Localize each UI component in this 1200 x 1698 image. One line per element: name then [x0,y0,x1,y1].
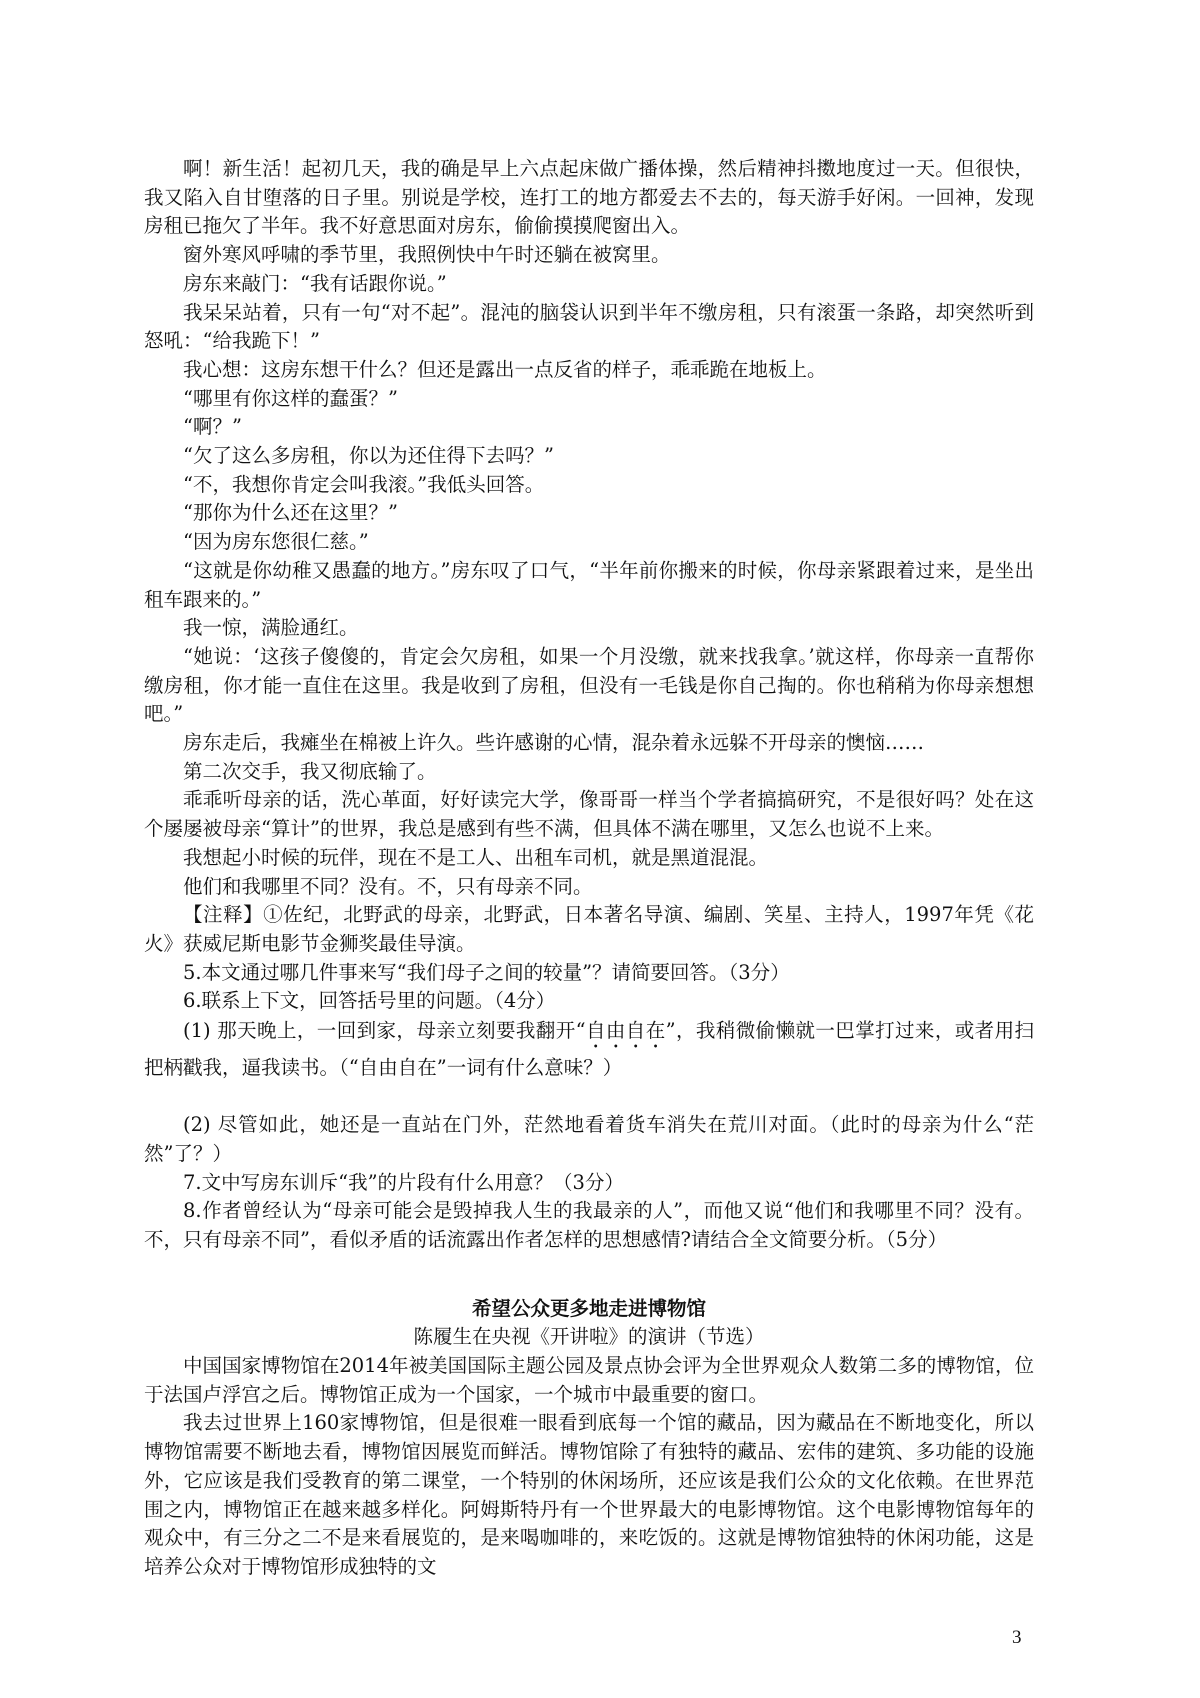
page-number: 3 [1012,1627,1022,1648]
paragraph: 我心想：这房东想干什么？但还是露出一点反省的样子，乖乖跪在地板上。 [183,357,827,381]
paragraph: 第二次交手，我又彻底输了。 [183,759,437,783]
paragraph: 窗外寒风呼啸的季节里，我照例快中午时还躺在被窝里。 [183,243,671,267]
question-6-2: (2) 尽管如此，她还是一直站在门外，茫然地看着货车消失在荒川对面。（此时的母亲为什么“茫然”了？） [144,1113,1034,1165]
article-subtitle: 陈履生在央视《开讲啦》的演讲（节选） [413,1325,765,1349]
question-6-1-text: (1) 那天晚上，一回到家，母亲立刻要我翻开“ [183,1019,586,1043]
paragraph: 中国国家博物馆在2014年被美国国际主题公园及景点协会评为全世界观众人数第二多的博物馆，位于法国卢浮宫之后。博物馆正成为一个国家，一个城市中最重要的窗口。 [144,1354,1034,1406]
paragraph: “她说：‘这孩子傻傻的，肯定会欠房租，如果一个月没缴，就来找我拿。’就这样，你母亲一直帮你缴房租，你才能一直住在这里。我是收到了房租，但没有一毛钱是你自己掏的。你也稍稍为你母亲想想吧。” [144,644,1034,726]
answer-space [144,1083,1034,1111]
paragraph: “因为房东您很仁慈。” [183,530,369,554]
paragraph: 啊！新生活！起初几天，我的确是早上六点起床做广播体操，然后精神抖擞地度过一天。但很快，我又陷入自甘堕落的日子里。别说是学校，连打工的地方都爱去不去的，每天游手好闲。一回神，发现房租已拖欠了半年。我不好意思面对房东，偷偷摸摸爬窗出入。 [144,157,1034,238]
paragraph: 我想起小时候的玩伴，现在不是工人、出租车司机，就是黑道混混。 [183,845,769,869]
story-excerpt [144,155,1034,959]
paragraph: “这就是你幼稚又愚蠢的地方。”房东叹了口气，“半年前你搬来的时候，你母亲紧跟着过来，是坐出租车跟来的。” [144,558,1034,611]
paragraph: 房东走后，我瘫坐在棉被上许久。些许感谢的心情，混杂着永远躲不开母亲的懊恼…… [183,731,925,755]
paragraph: “啊？” [183,415,242,439]
paragraph: 房东来敲门：“我有话跟你说。” [183,271,447,295]
article-title: 希望公众更多地走进博物馆 [471,1296,706,1320]
annotation-note: 【注释】①佐纪，北野武的母亲，北野武，日本著名导演、编剧、笑星、主持人，1997年凭《花火》获威尼斯电影节金狮奖最佳导演。 [144,903,1034,955]
question-6-1-text: ”，我稍微偷懒就一巴掌打过来，或者用扫把柄戳我，逼我读书。（“自由自在”一词有什么意味？） [144,1019,1034,1080]
paragraph: “那你为什么还在这里？” [183,501,398,525]
emphasized-phrase: 自由自在 [585,1019,666,1043]
paragraph: 我呆呆站着，只有一句“对不起”。混沌的脑袋认识到半年不缴房租，只有滚蛋一条路，却突然听到怒吼：“给我跪下！” [144,300,1034,353]
question-6-1 [144,1016,1034,1083]
paragraph: 他们和我哪里不同？没有。不，只有母亲不同。 [183,874,593,898]
questions [144,959,1034,1255]
paragraph: “哪里有你这样的蠢蛋？” [183,386,398,410]
question-8: 8.作者曾经认为“母亲可能会是毁掉我人生的我最亲的人”，而他又说“他们和我哪里不同？没有。不，只有母亲不同”，看似矛盾的话流露出作者怎样的思想感情?请结合全文简要分析。（5分） [144,1199,1034,1251]
article-section [144,1295,1034,1582]
document-page [144,0,1034,1698]
paragraph: “欠了这么多房租，你以为还住得下去吗？” [183,444,554,468]
question-6: 6.联系上下文，回答括号里的问题。（4分） [183,989,556,1013]
paragraph: 我去过世界上160家博物馆，但是很难一眼看到底每一个馆的藏品，因为藏品在不断地变化，所以博物馆需要不断地去看，博物馆因展览而鲜活。博物馆除了有独特的藏品、宏伟的建筑、多功能的设施外，它应该是我们受教育的第二课堂，一个特别的休闲场所，还应该是我们公众的文化依赖。在世界范围之内，博物馆正在越来越多样化。阿姆斯特丹有一个世界最大的电影博物馆。这个电影博物馆每年的观众中，有三分之二不是来看展览的，是来喝咖啡的，来吃饭的。这就是博物馆独特的休闲功能，这是培养公众对于博物馆形成独特的文 [144,1411,1034,1578]
paragraph: “不，我想你肯定会叫我滚。”我低头回答。 [183,472,545,496]
question-5: 5.本文通过哪几件事来写“我们母子之间的较量”？请简要回答。（3分） [183,960,790,984]
paragraph: 乖乖听母亲的话，洗心革面，好好读完大学，像哥哥一样当个学者搞搞研究，不是很好吗？处在这个屡屡被母亲“算计”的世界，我总是感到有些不满，但具体不满在哪里，又怎么也说不上来。 [144,788,1034,841]
paragraph: 我一惊，满脸通红。 [183,616,359,640]
question-7: 7.文中写房东训斥“我”的片段有什么用意？（3分） [183,1170,624,1194]
